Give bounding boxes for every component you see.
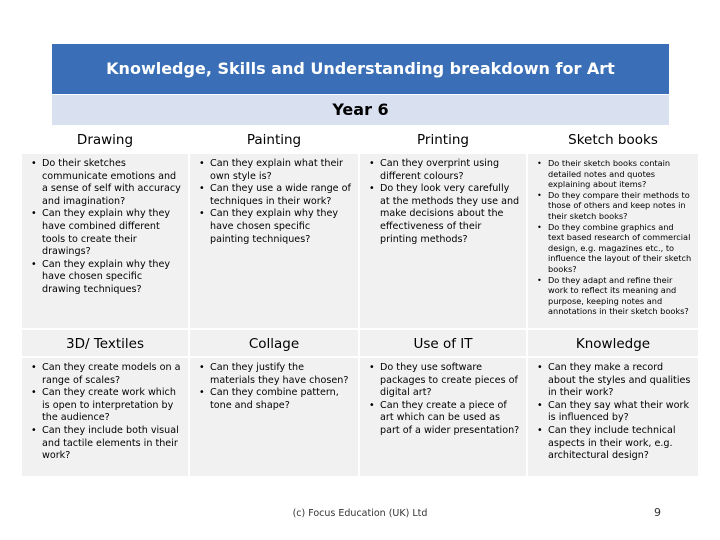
list-item: • Do their sketch books contain detailed notes and quotes explaining about items? xyxy=(548,158,692,190)
heading-drawing: Drawing xyxy=(22,126,190,154)
list-item: • Do they adapt and refine their work to reflect its meaning and purpose, keeping notes and annotations in their sketch books? xyxy=(548,275,692,317)
heading-collage: Collage xyxy=(190,330,360,358)
header-row-1 xyxy=(22,126,698,154)
painting-cell xyxy=(190,154,360,330)
list-item: • Do their sketches communicate emotions and a sense of self with accuracy and imagination? xyxy=(42,158,182,208)
page-number: 9 xyxy=(654,506,661,519)
list-item: • Can they include technical aspects in their work, e.g. architectural design? xyxy=(548,425,692,463)
title-banner xyxy=(52,44,669,94)
list-item: • Can they make a record about the styles and qualities in their work? xyxy=(548,362,692,400)
list-item: • Do they combine graphics and text based research of commercial design, e.g. magazines etc., to influence the layout of their sketch books? xyxy=(548,222,692,275)
use-of-it-cell xyxy=(360,358,528,478)
list-item: • Do they compare their methods to those of others and keep notes in their sketch books? xyxy=(548,190,692,222)
heading-sketch-books: Sketch books xyxy=(528,126,698,154)
sketch-books-cell xyxy=(528,154,698,330)
year-heading: Year 6 xyxy=(52,95,669,125)
skills-table xyxy=(22,126,698,478)
list-item: • Do they look very carefully at the methods they use and make decisions about the effectiveness of their printing methods? xyxy=(380,183,520,246)
list-item: • Can they explain why they have chosen specific painting techniques? xyxy=(210,208,352,246)
header-row-2 xyxy=(22,330,698,358)
heading-3d-textiles: 3D/ Textiles xyxy=(22,330,190,358)
list-item: • Can they explain what their own style is? xyxy=(210,158,352,183)
knowledge-cell xyxy=(528,358,698,478)
textiles-cell xyxy=(22,358,190,478)
list-item: • Can they create work which is open to interpretation by the audience? xyxy=(42,387,182,425)
content-row-1 xyxy=(22,154,698,330)
list-item: • Can they overprint using different colours? xyxy=(380,158,520,183)
heading-painting: Painting xyxy=(190,126,360,154)
drawing-cell xyxy=(22,154,190,330)
list-item: • Can they say what their work is influenced by? xyxy=(548,400,692,425)
list-item: • Can they explain why they have chosen specific drawing techniques? xyxy=(42,259,182,297)
collage-cell xyxy=(190,358,360,478)
list-item: • Can they create a piece of art which can be used as part of a wider presentation? xyxy=(380,400,520,438)
list-item: • Can they justify the materials they have chosen? xyxy=(210,362,352,387)
list-item: • Can they combine pattern, tone and shape? xyxy=(210,387,352,412)
content-row-2 xyxy=(22,358,698,478)
heading-use-of-it: Use of IT xyxy=(360,330,528,358)
list-item: • Can they create models on a range of scales? xyxy=(42,362,182,387)
list-item: • Do they use software packages to create pieces of digital art? xyxy=(380,362,520,400)
heading-knowledge: Knowledge xyxy=(528,330,698,358)
copyright-footer: (c) Focus Education (UK) Ltd xyxy=(292,508,428,519)
list-item: • Can they explain why they have combined different tools to create their drawings? xyxy=(42,208,182,258)
printing-cell xyxy=(360,154,528,330)
heading-printing: Printing xyxy=(360,126,528,154)
list-item: • Can they use a wide range of techniques in their work? xyxy=(210,183,352,208)
list-item: • Can they include both visual and tactile elements in their work? xyxy=(42,425,182,463)
page-title: Knowledge, Skills and Understanding breakdown for Art xyxy=(106,59,615,78)
